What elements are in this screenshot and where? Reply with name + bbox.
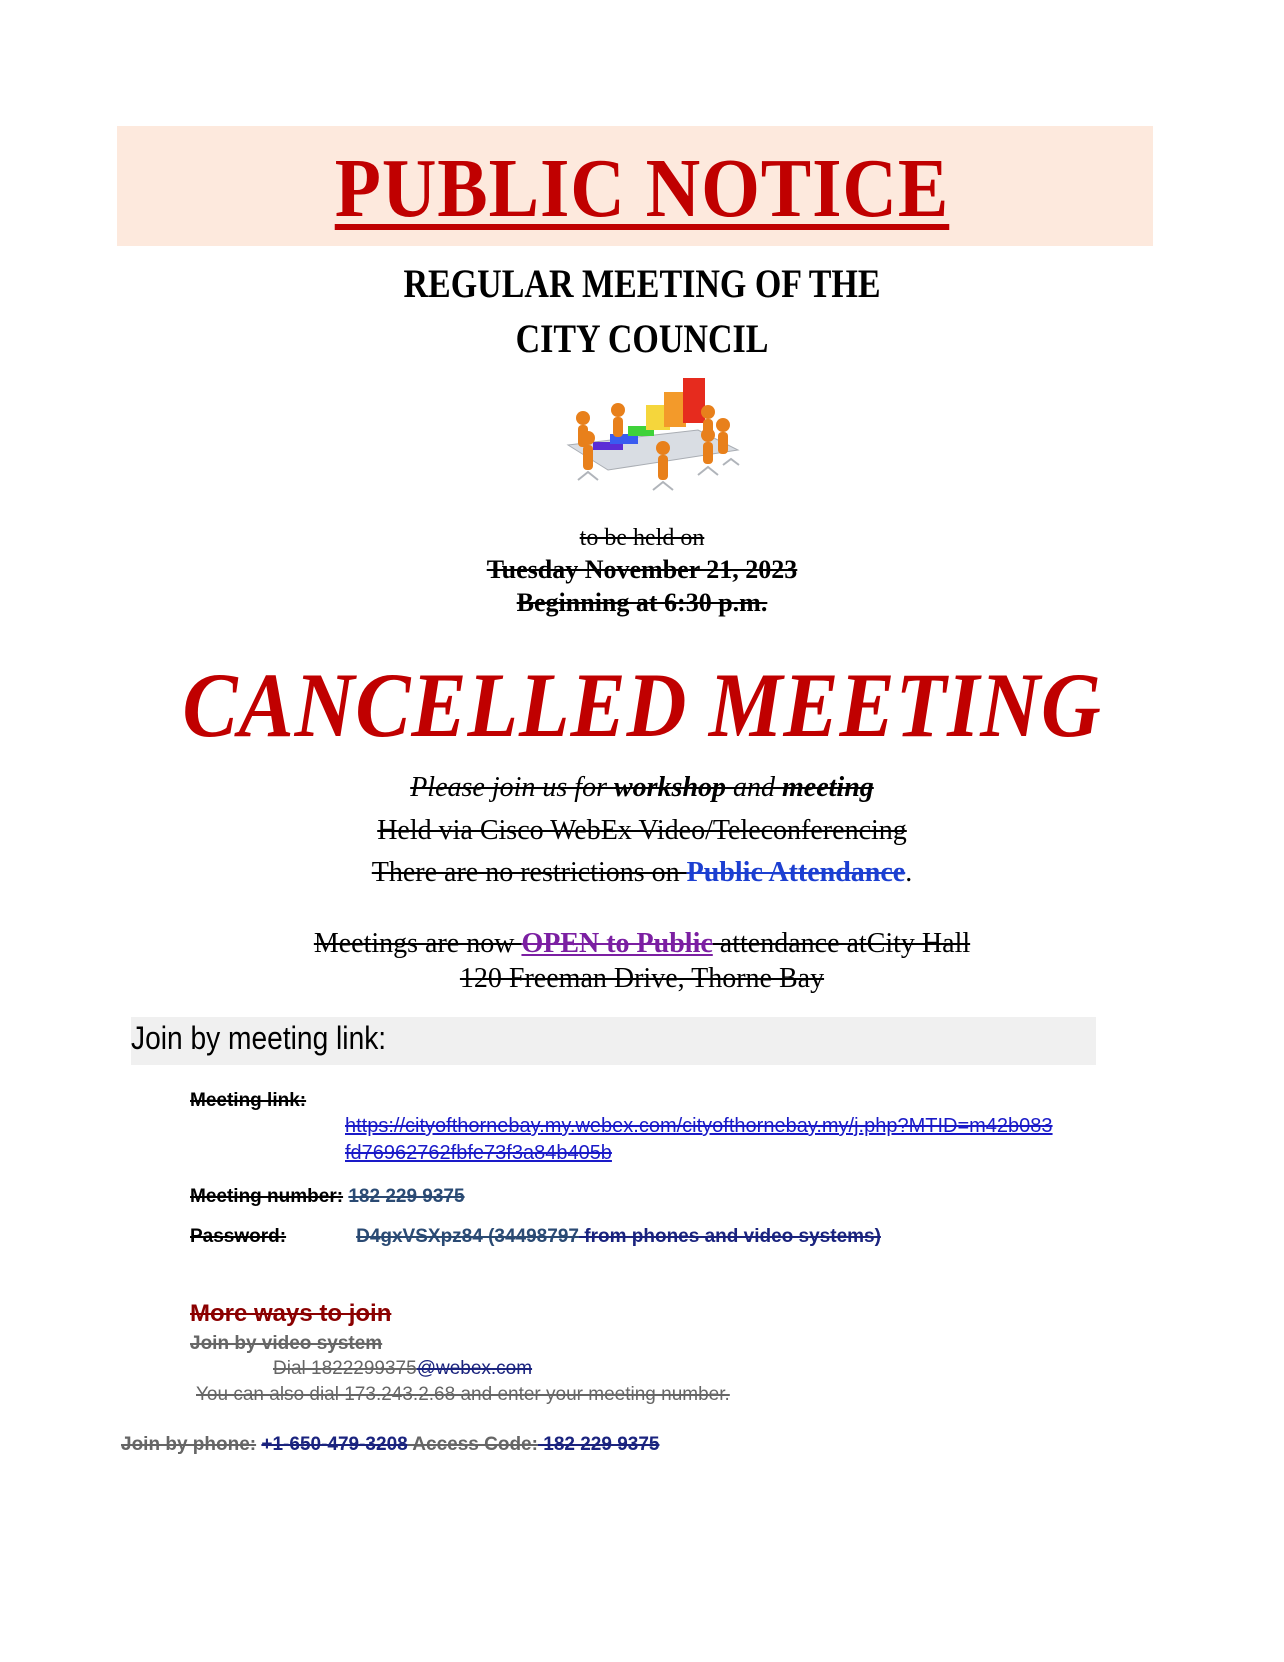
address-line <box>0 963 1284 995</box>
page-title <box>64 140 1220 237</box>
open-to-public-line <box>0 928 1284 960</box>
meeting-link-label: Meeting link: <box>190 1090 307 1111</box>
subtitle-line-1: REGULAR MEETING OF THE <box>403 261 881 306</box>
also-dial-text: You can also dial 173.243.2.68 and enter your meeting number. <box>196 1384 730 1405</box>
join-by-phone-row <box>121 1434 659 1456</box>
password-label: Password: <box>190 1226 287 1247</box>
restrictions-line <box>0 857 1284 889</box>
invitation-meeting: meeting <box>782 772 874 803</box>
open-prefix: Meetings are now <box>313 928 522 959</box>
cancelled-banner: CANCELLED MEETING <box>182 654 1102 756</box>
access-code-label: Access Code: <box>407 1434 538 1455</box>
video-dial-line <box>273 1358 532 1380</box>
password-note: from phones and video systems) <box>578 1226 881 1247</box>
meeting-number-label: Meeting number: <box>190 1186 344 1207</box>
invitation-and: and <box>726 772 783 803</box>
meeting-time-text: Beginning at 6:30 p.m. <box>516 588 768 617</box>
public-attendance-text: Public Attendance <box>686 857 906 888</box>
meeting-time <box>0 588 1284 618</box>
join-heading: Join by meeting link: <box>131 1020 387 1056</box>
password-row <box>190 1226 881 1248</box>
invitation-prefix: Please join us for <box>410 772 614 803</box>
phone-label: Join by phone: <box>121 1434 257 1455</box>
meeting-number-value: 182 229 9375 <box>348 1186 465 1207</box>
meeting-link-url[interactable]: https://cityofthornebay.my.webex.com/cityofthornebay.my/j.php?MTID=m42b083 <box>345 1115 1053 1137</box>
meeting-clipart-image <box>548 370 748 500</box>
address-text: 120 Freeman Drive, Thorne Bay <box>459 963 825 994</box>
page-title-text: PUBLIC NOTICE <box>334 142 950 235</box>
restrictions-prefix: There are no restrictions on <box>371 857 687 888</box>
meeting-link-url-continued[interactable]: fd76962762fbfe73f3a84b405b <box>345 1142 612 1164</box>
invitation-workshop: workshop <box>613 772 727 803</box>
held-on-label: to be held on <box>579 525 705 551</box>
video-system-label: Join by video system <box>190 1333 383 1354</box>
invitation-line <box>0 772 1284 804</box>
held-on-text <box>0 525 1284 552</box>
webex-line <box>0 815 1284 847</box>
webex-line-text: Held via Cisco WebEx Video/Teleconferencing <box>377 815 907 846</box>
dial-domain-link[interactable]: @webex.com <box>416 1358 533 1379</box>
password-value: D4gxVSXpz84 (34498797 <box>356 1226 579 1247</box>
more-ways-heading: More ways to join <box>190 1300 392 1327</box>
meeting-date <box>0 555 1284 585</box>
meeting-table-icon <box>548 370 748 500</box>
access-code-value: 182 229 9375 <box>537 1434 660 1455</box>
restrictions-suffix: . <box>905 857 913 888</box>
meeting-date-text: Tuesday November 21, 2023 <box>486 555 798 584</box>
subtitle-line-2: CITY COUNCIL <box>515 316 769 361</box>
open-to-public-highlight: OPEN to Public <box>521 928 713 959</box>
open-suffix: attendance atCity Hall <box>712 928 971 959</box>
phone-number: +1-650-479-3208 <box>261 1434 408 1455</box>
meeting-number-row <box>190 1186 465 1208</box>
dial-number: Dial 1822299375 <box>273 1358 417 1379</box>
